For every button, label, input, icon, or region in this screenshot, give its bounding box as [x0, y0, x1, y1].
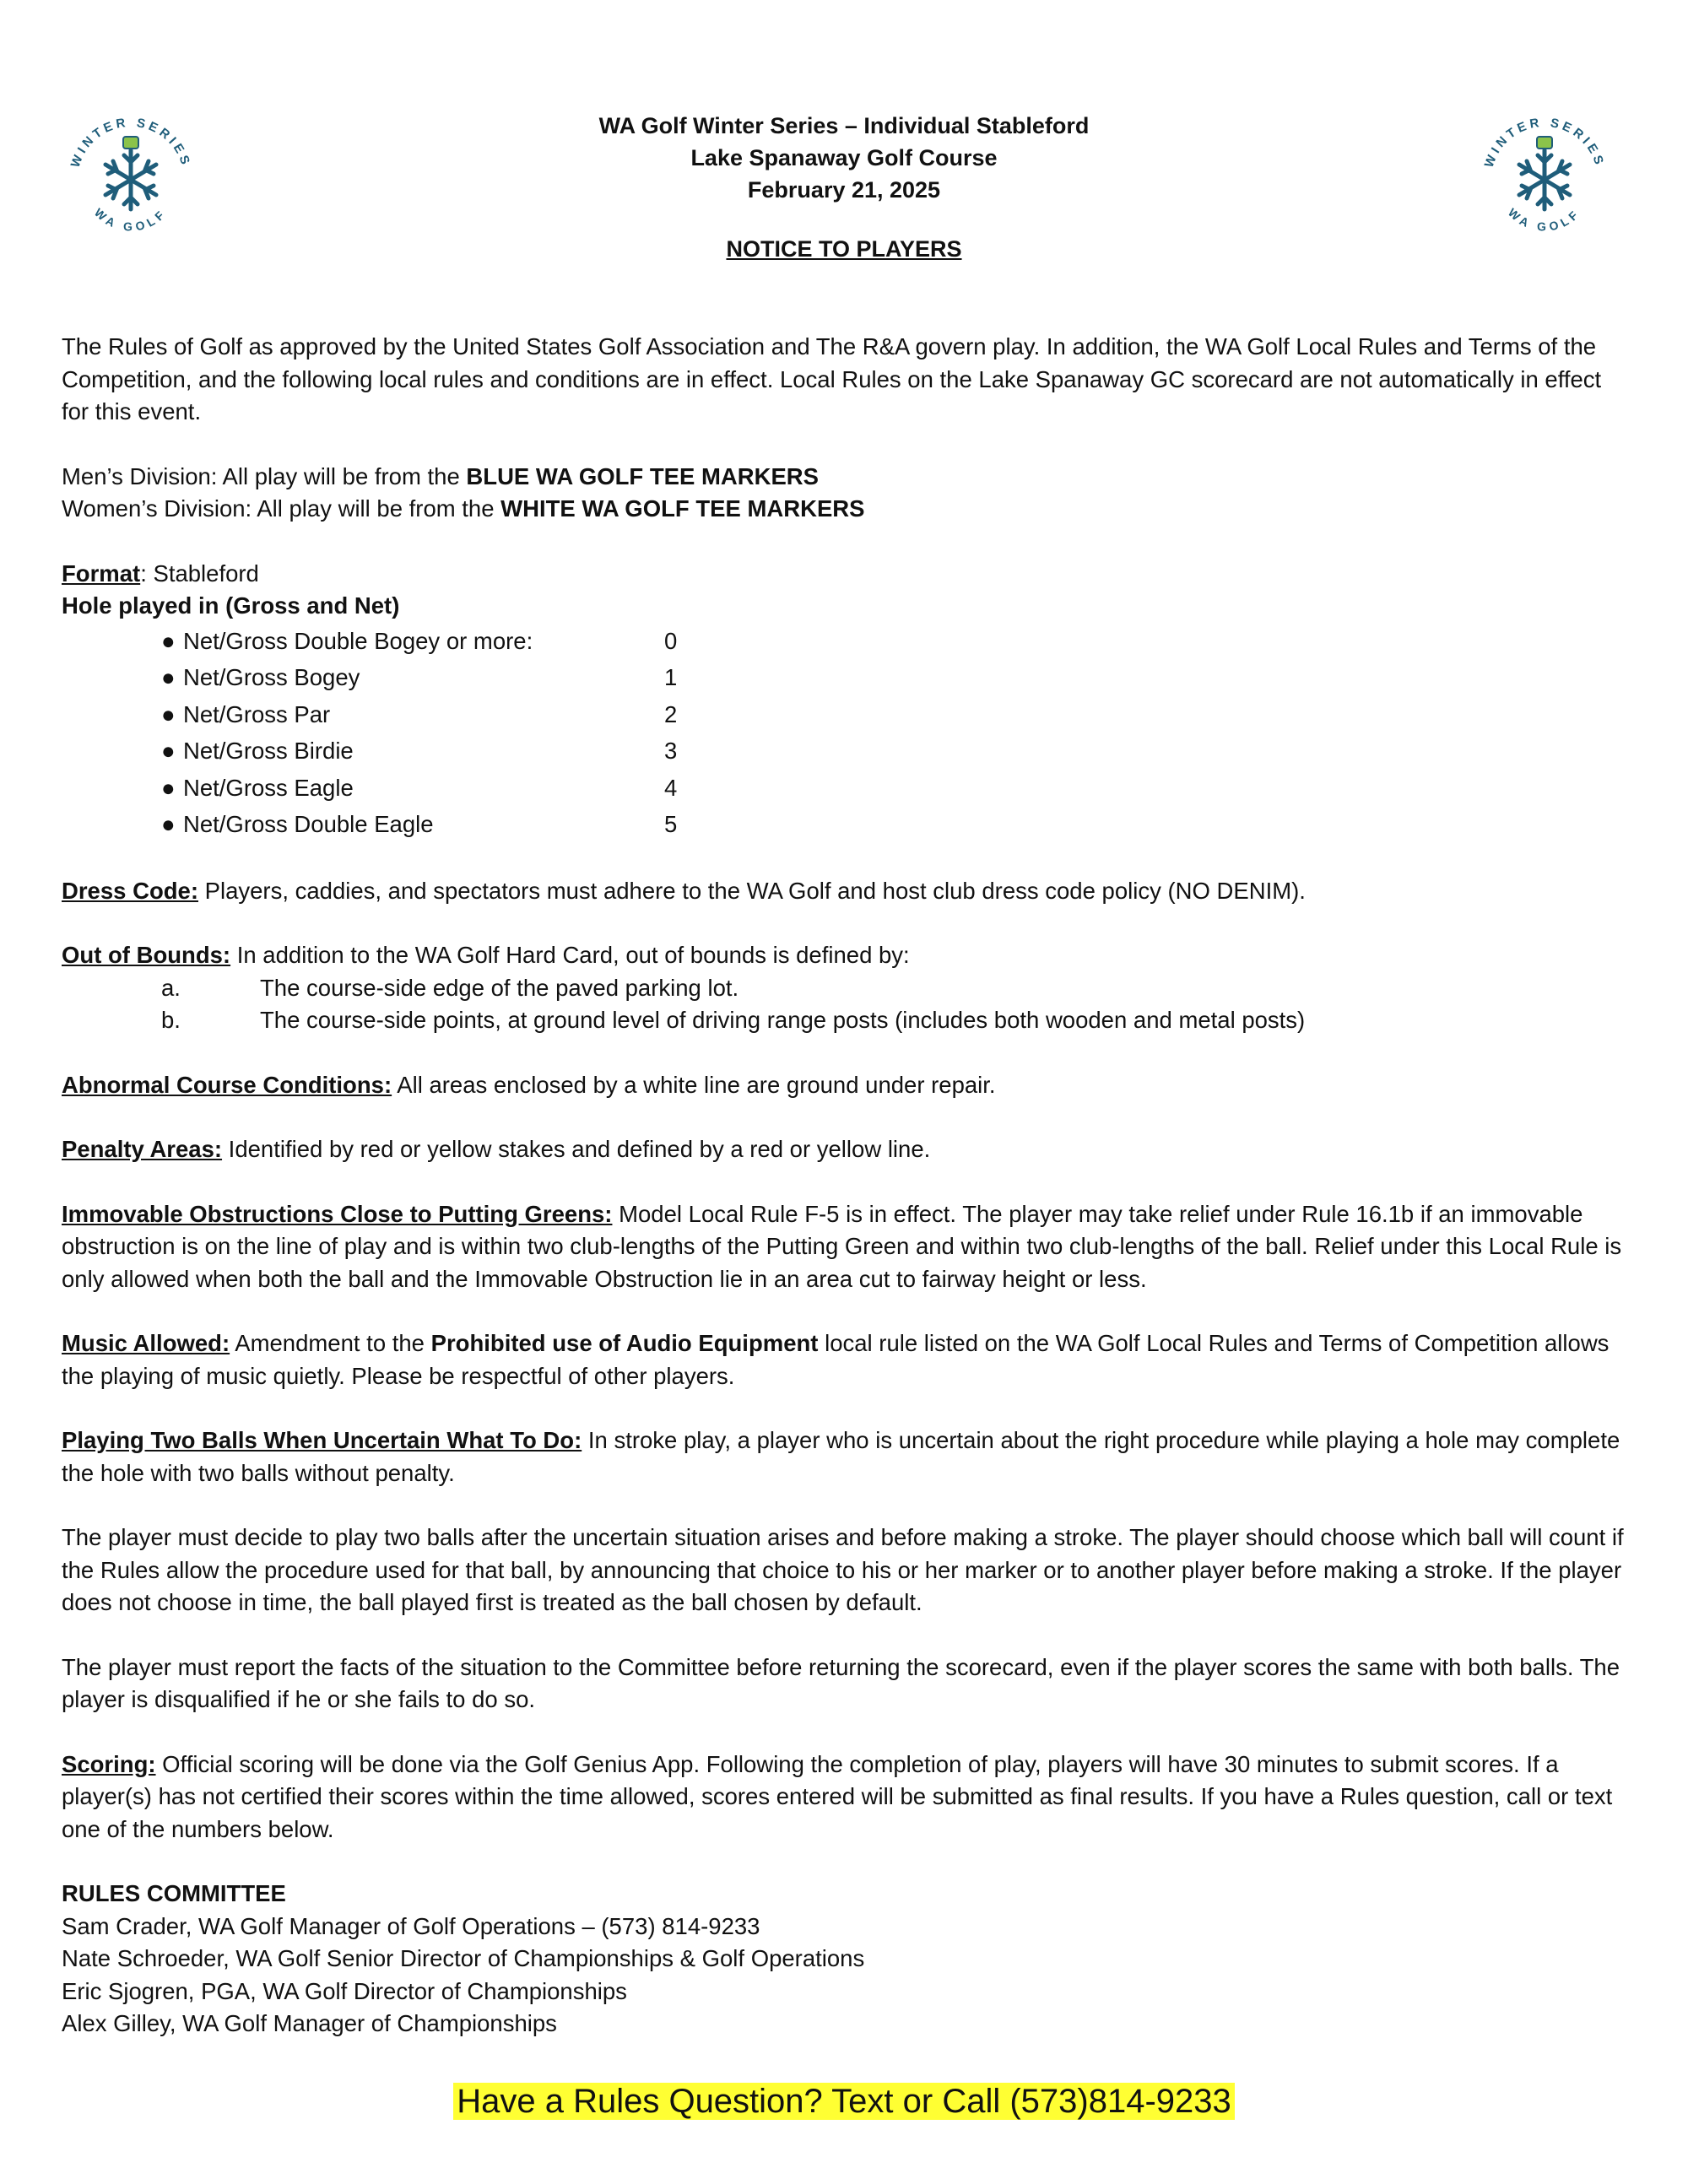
out-of-bounds-paragraph [62, 939, 1631, 972]
penalty-areas-label: Penalty Areas: [62, 1136, 223, 1162]
event-title: WA Golf Winter Series – Individual Stableford [598, 113, 1090, 138]
notice-title: NOTICE TO PLAYERS [726, 236, 962, 262]
rules-question-banner [0, 2078, 1688, 2125]
committee-member: Alex Gilley, WA Golf Manager of Championships [62, 2010, 557, 2036]
list-item [62, 972, 1631, 1005]
list-letter: a. [161, 974, 181, 1001]
two-balls-label: Playing Two Balls When Uncertain What To Do: [62, 1427, 582, 1453]
score-points: 3 [664, 738, 678, 764]
list-item [161, 659, 1631, 696]
committee-member: Nate Schroeder, WA Golf Senior Director of Championships & Golf Operations [62, 1945, 865, 1971]
scoring-text: Official scoring will be done via the Golf Genius App. Following the completion of play, players will have 30 minutes to submit scores. If a player(s) has not certified their scores within the time allowed, scores entered will be submitted as final results. If you have a Rules question, call or text one of the numbers below. [62, 1750, 1613, 1842]
format-label: Format [62, 560, 141, 587]
format-value: : Stableford [140, 560, 259, 587]
score-label: Net/Gross Bogey [183, 664, 360, 690]
abnormal-conditions-label: Abnormal Course Conditions: [62, 1071, 392, 1098]
logo-bottom-text: WA GOLF [91, 205, 170, 234]
score-points: 0 [664, 627, 678, 654]
women-tee-markers: WHITE WA GOLF TEE MARKERS [500, 495, 865, 522]
list-item [161, 733, 1631, 770]
two-balls-text: In stroke play, a player who is uncertain about the right procedure while playing a hole may complete the hole with two balls without penalty. [62, 1427, 1620, 1486]
course-name: Lake Spanaway Golf Course [690, 145, 998, 170]
list-text: The course-side points, at ground level of driving range posts (includes both wooden and metal posts) [260, 1007, 1306, 1033]
dress-code-paragraph [62, 875, 1631, 908]
audio-rule-name: Prohibited use of Audio Equipment [430, 1330, 819, 1356]
score-points: 1 [664, 664, 678, 690]
list-item [161, 623, 1631, 660]
committee-member: Sam Crader, WA Golf Manager of Golf Operations – (573) 814-9233 [62, 1912, 760, 1939]
hole-played-heading: Hole played in (Gross and Net) [62, 592, 400, 619]
logo-top-text: WINTER SERIES [68, 115, 194, 170]
list-item [161, 696, 1631, 733]
logo-top-text: WINTER SERIES [1481, 115, 1608, 170]
rules-question-text: Have a Rules Question? Text or Call (573)814-9233 [453, 2083, 1235, 2120]
logo-bottom-text: WA GOLF [1505, 205, 1583, 234]
rules-committee-heading: RULES COMMITTEE [62, 1880, 286, 1906]
bullet-icon: ● [161, 664, 176, 690]
format-line [62, 558, 1631, 591]
list-item [161, 770, 1631, 807]
bullet-icon: ● [161, 700, 176, 727]
music-allowed-paragraph [62, 1327, 1631, 1392]
score-label: Net/Gross Double Eagle [183, 811, 434, 837]
men-division-text: Men’s Division: All play will be from the [62, 462, 467, 489]
list-letter: b. [161, 1007, 181, 1033]
music-text-1: Amendment to the [230, 1330, 431, 1356]
stableford-scoring-list [161, 623, 1631, 843]
men-tee-markers: BLUE WA GOLF TEE MARKERS [466, 462, 819, 489]
document-header [0, 110, 1688, 206]
bullet-icon: ● [161, 774, 176, 801]
music-allowed-label: Music Allowed: [62, 1330, 230, 1356]
immovable-obstructions-text: Model Local Rule F-5 is in effect. The player may take relief under Rule 16.1b if an immovable obstruction is on the line of play and is within two club-lengths of the Putting Green and within two club-lengths of the ball. Relief under this Local Rule is only allowed when both the ball and the Immovable Obstruction lie in an area cut to fairway height or less. [62, 1200, 1622, 1292]
scoring-paragraph [62, 1749, 1631, 1846]
abnormal-conditions-paragraph [62, 1069, 1631, 1102]
list-item [161, 806, 1631, 843]
score-label: Net/Gross Double Bogey or more: [183, 627, 533, 654]
out-of-bounds-label: Out of Bounds: [62, 942, 231, 968]
two-balls-paragraph-2: The player must decide to play two balls after the uncertain situation arises and before making a stroke. The player should choose which ball will count if the Rules allow the procedure used for that ball, by announcing that choice to his or her marker or to another player before making a stroke. If the player does not choose in time, the ball played first is treated as the ball chosen by default. [62, 1524, 1624, 1615]
bullet-icon: ● [161, 627, 176, 654]
list-text: The course-side edge of the paved parking lot. [260, 974, 739, 1001]
score-label: Net/Gross Eagle [183, 774, 354, 801]
dress-code-text: Players, caddies, and spectators must adhere to the WA Golf and host club dress code policy (NO DENIM). [198, 877, 1306, 904]
dress-code-label: Dress Code: [62, 877, 198, 904]
intro-paragraph: The Rules of Golf as approved by the United States Golf Association and The R&A govern play. In addition, the WA Golf Local Rules and Terms of the Competition, and the following local rules and conditions are in effect. Local Rules on the Lake Spanaway GC scorecard are not automatically in effect for this event. [62, 333, 1602, 424]
abnormal-conditions-text: All areas enclosed by a white line are ground under repair. [392, 1071, 996, 1098]
event-date: February 21, 2025 [747, 177, 941, 203]
immovable-obstructions-label: Immovable Obstructions Close to Putting Greens: [62, 1200, 613, 1227]
two-balls-paragraph-3: The player must report the facts of the situation to the Committee before returning the scorecard, even if the player scores the same with both balls. The player is disqualified if he or she fails to do so. [62, 1653, 1620, 1712]
committee-member: Eric Sjogren, PGA, WA Golf Director of Championships [62, 1977, 627, 2004]
score-label: Net/Gross Par [183, 700, 331, 727]
score-points: 4 [664, 774, 678, 801]
score-points: 5 [664, 811, 678, 837]
penalty-areas-text: Identified by red or yellow stakes and defined by a red or yellow line. [222, 1136, 931, 1162]
document-body [62, 331, 1631, 2041]
music-text-2: local rule listed on the WA Golf Local Rules and Terms of Competition allows the playing of music quietly. Please be respectful of other players. [62, 1330, 1610, 1389]
penalty-areas-paragraph [62, 1133, 1631, 1166]
men-division [62, 461, 1631, 494]
list-item [62, 1004, 1631, 1037]
bullet-icon: ● [161, 738, 176, 764]
out-of-bounds-text: In addition to the WA Golf Hard Card, out of bounds is defined by: [230, 942, 910, 968]
scoring-label: Scoring: [62, 1750, 156, 1777]
two-balls-paragraph [62, 1424, 1631, 1489]
women-division-text: Women’s Division: All play will be from the [62, 495, 501, 522]
immovable-obstructions-paragraph [62, 1198, 1631, 1296]
bullet-icon: ● [161, 811, 176, 837]
score-label: Net/Gross Birdie [183, 738, 354, 764]
score-points: 2 [664, 700, 678, 727]
women-division [62, 493, 1631, 526]
